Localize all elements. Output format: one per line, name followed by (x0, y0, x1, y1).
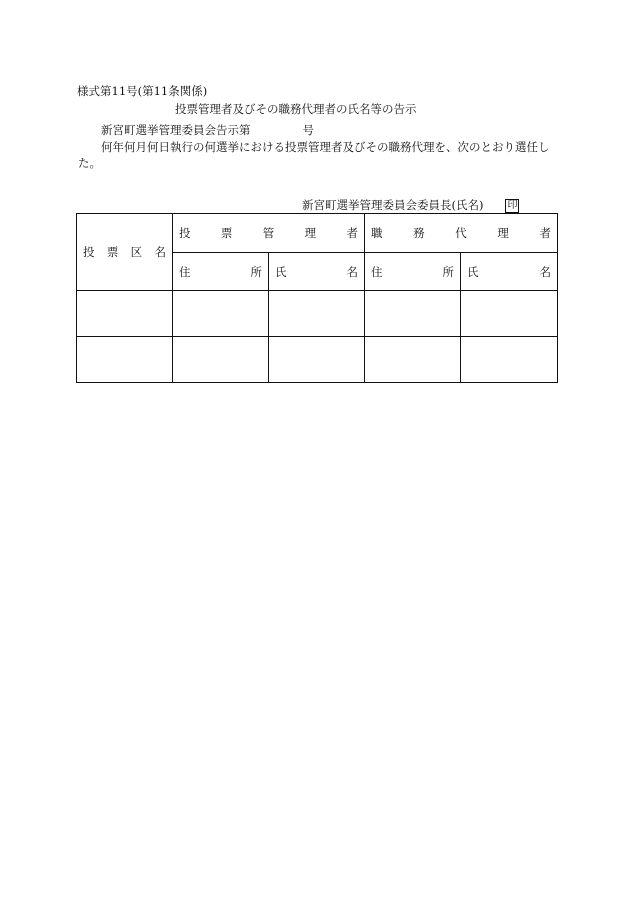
seal-mark: 印 (507, 200, 518, 211)
manager-name-header: 氏 名 (269, 253, 365, 291)
notice-number-line (101, 122, 314, 138)
deputy-address-header: 住 所 (365, 253, 461, 291)
table-row (77, 291, 558, 337)
manager-header-cell (173, 214, 365, 253)
document-title: 投票管理者及びその職務代理者の氏名等の告示 (175, 102, 417, 116)
manager-name-cell[interactable] (269, 291, 365, 337)
notice-body-text: 何年何月何日執行の何選挙における投票管理者及びその職務代理を、次のとおり選任した。 (78, 140, 550, 170)
deputy-address-cell[interactable] (365, 291, 461, 337)
deputy-name-cell[interactable] (461, 337, 558, 383)
notice-body (78, 139, 558, 171)
table-row (77, 337, 558, 383)
notice-number-suffix: 号 (302, 123, 314, 137)
district-header: 投 票 区 名 (83, 245, 166, 259)
deputy-name-cell[interactable] (461, 291, 558, 337)
manager-name-cell[interactable] (269, 337, 365, 383)
form-number: 様式第11号(第11条関係) (77, 84, 208, 98)
manager-address-cell[interactable] (173, 291, 269, 337)
deputy-address-cell[interactable] (365, 337, 461, 383)
manager-address-cell[interactable] (173, 337, 269, 383)
table-header-row-1 (77, 214, 558, 253)
signature-line (302, 197, 519, 213)
deputy-header: 職 務 代 理 者 (371, 226, 551, 240)
district-cell[interactable] (77, 337, 173, 383)
manager-header: 投 票 管 理 者 (179, 226, 358, 240)
manager-address-header: 住 所 (173, 253, 269, 291)
deputy-header-cell (365, 214, 558, 253)
district-cell[interactable] (77, 291, 173, 337)
deputy-name-header: 氏 名 (461, 253, 558, 291)
district-header-cell (77, 214, 173, 291)
chairman-signature: 新宮町選挙管理委員会委員長(氏名) (302, 198, 484, 212)
polling-managers-table (76, 213, 558, 383)
notice-number-prefix: 新宮町選挙管理委員会告示第 (101, 123, 251, 137)
